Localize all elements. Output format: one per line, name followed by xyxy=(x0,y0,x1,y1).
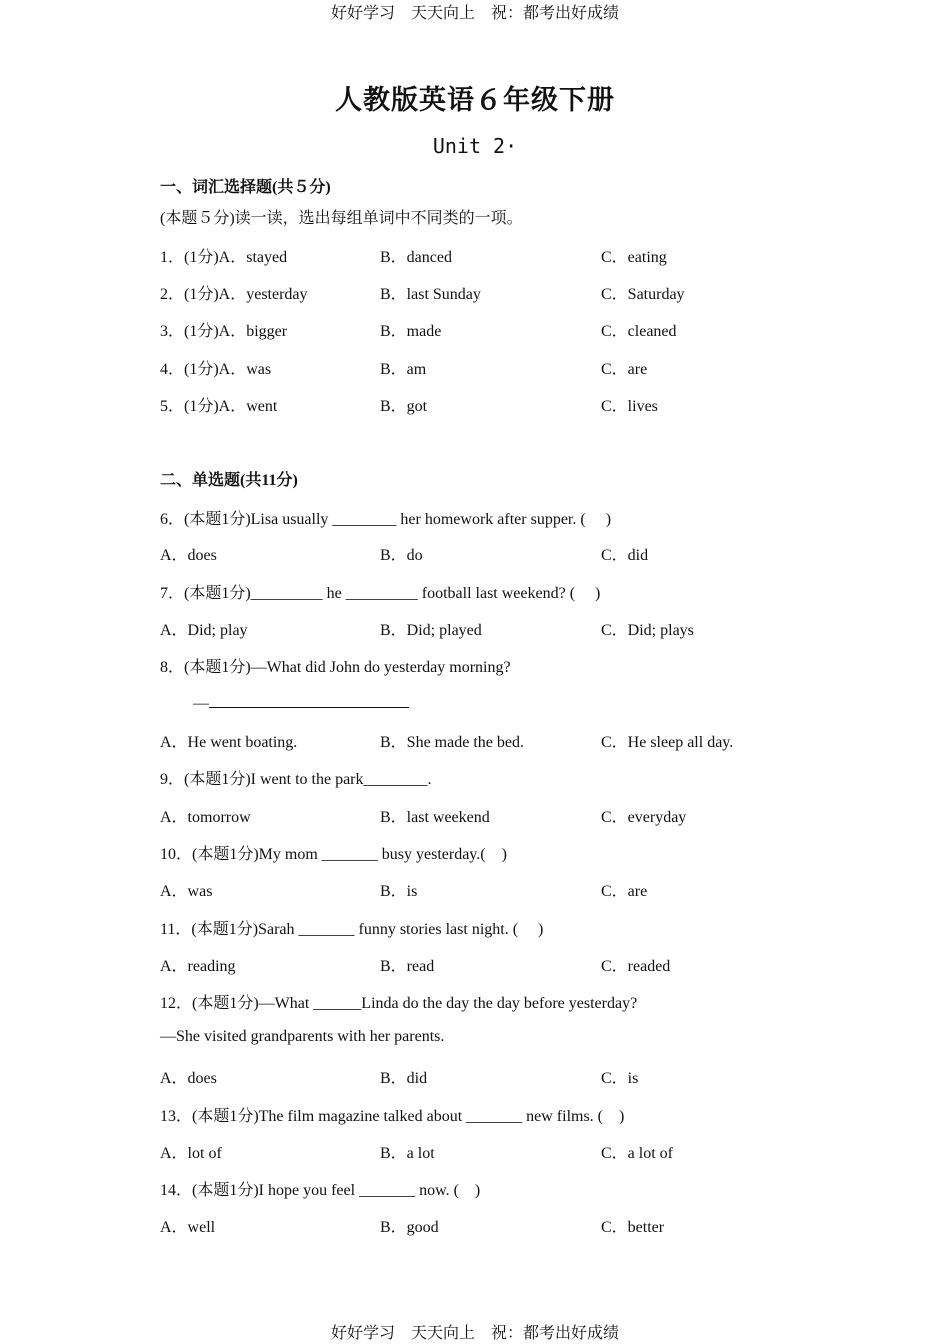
vocab-question-1 xyxy=(160,244,800,266)
section2-heading: 二、单选题(共11分) xyxy=(160,472,298,489)
option-b: B．am xyxy=(380,361,427,378)
option-b: B．danced xyxy=(380,249,452,266)
option-c: C．everyday xyxy=(601,809,687,826)
option-c: C．a lot of xyxy=(601,1145,673,1162)
option-b: B．last weekend xyxy=(380,809,490,826)
question-14-stem: 14．(本题1分)I hope you feel _______ now. ( ) xyxy=(160,1182,481,1199)
question-12-reply: —She visited grandparents with her parents. xyxy=(160,1028,445,1045)
option-c: C．did xyxy=(601,547,649,564)
vocab-question-4 xyxy=(160,356,800,378)
question-12-stem: 12．(本题1分)—What ______Linda do the day the day before yesterday? xyxy=(160,995,638,1012)
answer-dash: — xyxy=(193,695,209,712)
vocab-question-3 xyxy=(160,318,800,340)
option-c: C．Did; plays xyxy=(601,622,694,639)
option-c: C．are xyxy=(601,361,648,378)
question-9-options xyxy=(160,804,800,826)
option-a: A．reading xyxy=(160,958,236,975)
question-8-stem: 8．(本题1分)—What did John do yesterday morning? xyxy=(160,659,511,676)
option-c: C．lives xyxy=(601,398,658,415)
question-8-options xyxy=(160,729,800,751)
option-b: B．is xyxy=(380,883,418,900)
option-b: B．got xyxy=(380,398,428,415)
question-7-options xyxy=(160,617,800,639)
question-10-stem: 10．(本题1分)My mom _______ busy yesterday.( ) xyxy=(160,846,507,863)
question-6-options xyxy=(160,542,800,564)
question-8-answer-line xyxy=(193,691,409,713)
section1-heading: 一、词汇选择题(共５分) xyxy=(160,179,331,196)
unit-title: Unit 2· xyxy=(432,134,518,158)
question-stem: 4．(1分)A．was xyxy=(160,361,272,378)
question-stem: 1．(1分)A．stayed xyxy=(160,249,288,266)
page-header: 好好学习 天天向上 祝：都考出好成绩 xyxy=(330,5,619,22)
question-stem: 2．(1分)A．yesterday xyxy=(160,286,308,303)
option-a: A．does xyxy=(160,547,217,564)
option-b: B．She made the bed. xyxy=(380,734,524,751)
question-stem: 5．(1分)A．went xyxy=(160,398,278,415)
option-b: B．last Sunday xyxy=(380,286,481,303)
option-c: C．He sleep all day. xyxy=(601,734,734,751)
option-a: A．lot of xyxy=(160,1145,222,1162)
option-b: B．did xyxy=(380,1070,428,1087)
question-6-stem: 6．(本题1分)Lisa usually ________ her homework after supper. ( ) xyxy=(160,511,612,528)
question-11-stem: 11．(本题1分)Sarah _______ funny stories last night. ( ) xyxy=(160,921,544,938)
option-a: A．He went boating. xyxy=(160,734,298,751)
question-14-options xyxy=(160,1214,800,1236)
option-b: B．Did; played xyxy=(380,622,482,639)
question-12-options xyxy=(160,1065,800,1087)
question-13-options xyxy=(160,1140,800,1162)
vocab-question-5 xyxy=(160,393,800,415)
answer-blank xyxy=(209,691,409,708)
question-11-options xyxy=(160,953,800,975)
question-10-options xyxy=(160,878,800,900)
option-c: C．are xyxy=(601,883,648,900)
option-b: B．do xyxy=(380,547,423,564)
option-c: C．eating xyxy=(601,249,667,266)
option-a: A．Did; play xyxy=(160,622,248,639)
vocab-question-2 xyxy=(160,281,800,303)
question-13-stem: 13．(本题1分)The film magazine talked about _______ new films. ( ) xyxy=(160,1108,625,1125)
option-c: C．readed xyxy=(601,958,671,975)
option-c: C．is xyxy=(601,1070,639,1087)
option-c: C．Saturday xyxy=(601,286,685,303)
option-a: A．does xyxy=(160,1070,217,1087)
question-9-stem: 9．(本题1分)I went to the park________. xyxy=(160,771,432,788)
option-b: B．a lot xyxy=(380,1145,435,1162)
option-a: A．tomorrow xyxy=(160,809,251,826)
option-c: C．cleaned xyxy=(601,323,677,340)
option-b: B．read xyxy=(380,958,435,975)
page-footer: 好好学习 天天向上 祝：都考出好成绩 xyxy=(330,1325,619,1342)
section1-instruction: (本题５分)读一读，选出每组单词中不同类的一项。 xyxy=(160,210,523,227)
question-7-stem: 7．(本题1分)_________ he _________ football last weekend? ( ) xyxy=(160,585,601,602)
option-a: A．was xyxy=(160,883,213,900)
document-title: 人教版英语６年级下册 xyxy=(335,85,615,115)
option-a: A．well xyxy=(160,1219,216,1236)
option-b: B．made xyxy=(380,323,442,340)
option-b: B．good xyxy=(380,1219,439,1236)
option-c: C．better xyxy=(601,1219,665,1236)
question-stem: 3．(1分)A．bigger xyxy=(160,323,288,340)
